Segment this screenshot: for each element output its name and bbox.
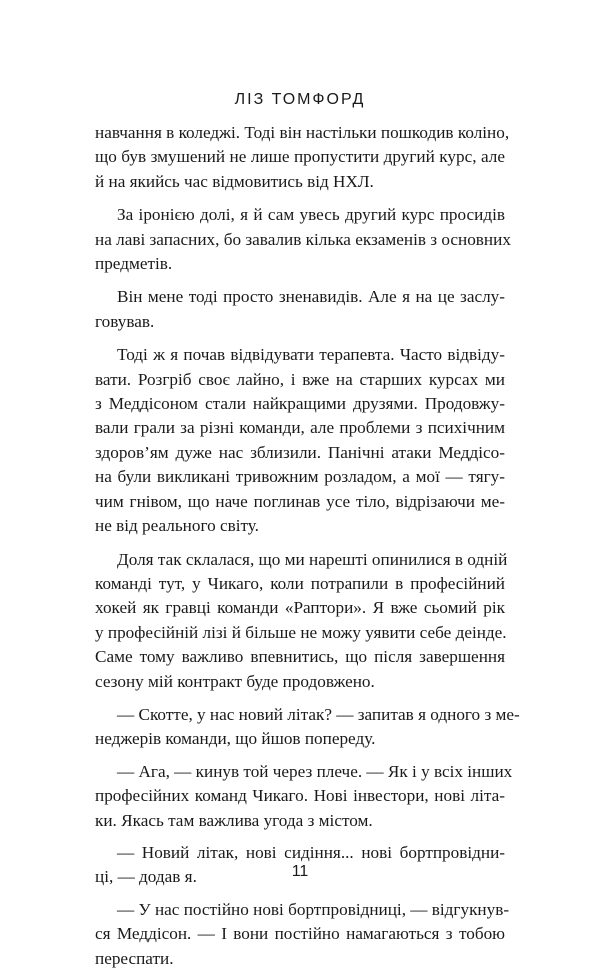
text-line: Він мене тоді просто зненавидів. Але я на це заслу- bbox=[117, 287, 505, 307]
paragraph bbox=[95, 121, 510, 194]
text-line: — Ага, — кинув той через плече. — Як і у всіх інших bbox=[117, 761, 513, 781]
text-line: переспати. bbox=[95, 948, 174, 968]
text-line: з Меддісоном стали найкращими друзями. Продовжу- bbox=[95, 394, 505, 414]
dialogue-paragraph bbox=[95, 760, 513, 833]
text-line: професійних команд Чикаго. Нові інвестори, нові літа- bbox=[95, 786, 505, 806]
text-line: — Новий літак, нові сидіння... нові бортпровідни- bbox=[117, 842, 505, 862]
text-line: ся Меддісон. — І вони постійно намагаються з тобою bbox=[95, 924, 505, 944]
text-line: ки. Якась там важлива угода з містом. bbox=[95, 810, 373, 830]
text-line: й на якийсь час відмовитись від НХЛ. bbox=[95, 171, 374, 191]
text-line: Саме тому важливо впевнитись, що після завершення bbox=[95, 647, 505, 667]
text-line: Доля так склалася, що ми нарешті опинилися в одній bbox=[117, 549, 508, 569]
paragraph bbox=[95, 343, 505, 538]
text-line: хокей як гравці команди «Раптори». Я вже сьомий рік bbox=[95, 598, 505, 618]
text-line: чим гнівом, що наче поглинав усе тіло, відрізаючи ме- bbox=[95, 491, 505, 511]
page-number: 11 bbox=[291, 863, 309, 880]
body-text bbox=[95, 121, 520, 979]
text-line: сезону мій контракт буде продовжено. bbox=[95, 671, 375, 691]
text-line: на були викликані тривожним розладом, а мої — тягу- bbox=[95, 467, 505, 487]
text-line: команді тут, у Чикаго, коли потрапили в професійний bbox=[95, 573, 505, 593]
text-line: Тоді ж я почав відвідувати терапевта. Часто відвіду- bbox=[117, 345, 505, 365]
text-line: здоров’ям дуже нас зблизили. Панічні атаки Меддісо- bbox=[95, 442, 505, 462]
paragraph bbox=[95, 548, 508, 694]
text-line: вали грали за різні команди, але проблеми з психічним bbox=[95, 418, 505, 438]
text-line: За іронією долі, я й сам увесь другий курс просидів bbox=[117, 205, 505, 225]
text-line: на лаві запасних, бо завалив кілька екзаменів з основних bbox=[95, 229, 511, 249]
text-line: говував. bbox=[95, 311, 155, 331]
text-line: неджерів команди, що йшов попереду. bbox=[95, 729, 376, 749]
dialogue-paragraph bbox=[95, 703, 520, 752]
paragraph bbox=[95, 285, 505, 334]
text-line: ці, — додав я. bbox=[95, 867, 197, 887]
text-line: предметів. bbox=[95, 254, 173, 274]
text-line: — Скотте, у нас новий літак? — запитав я одного з ме- bbox=[117, 704, 520, 724]
text-line: навчання в коледжі. Тоді він настільки пошкодив коліно, bbox=[95, 123, 510, 142]
text-line: що був змушений не лише пропустити другий курс, але bbox=[95, 147, 505, 167]
text-line: — У нас постійно нові бортпровідниці, — відгукнув- bbox=[117, 899, 510, 919]
text-line: у професійній лізі й більше не можу уявити себе деінде. bbox=[95, 622, 507, 642]
text-line: вати. Розгріб своє лайно, і вже на старших курсах ми bbox=[95, 369, 505, 389]
paragraph bbox=[95, 203, 511, 276]
text-line: не від реального світу. bbox=[95, 516, 259, 536]
dialogue-paragraph bbox=[95, 898, 510, 971]
running-header: ЛІЗ ТОМФОРД bbox=[234, 91, 366, 108]
